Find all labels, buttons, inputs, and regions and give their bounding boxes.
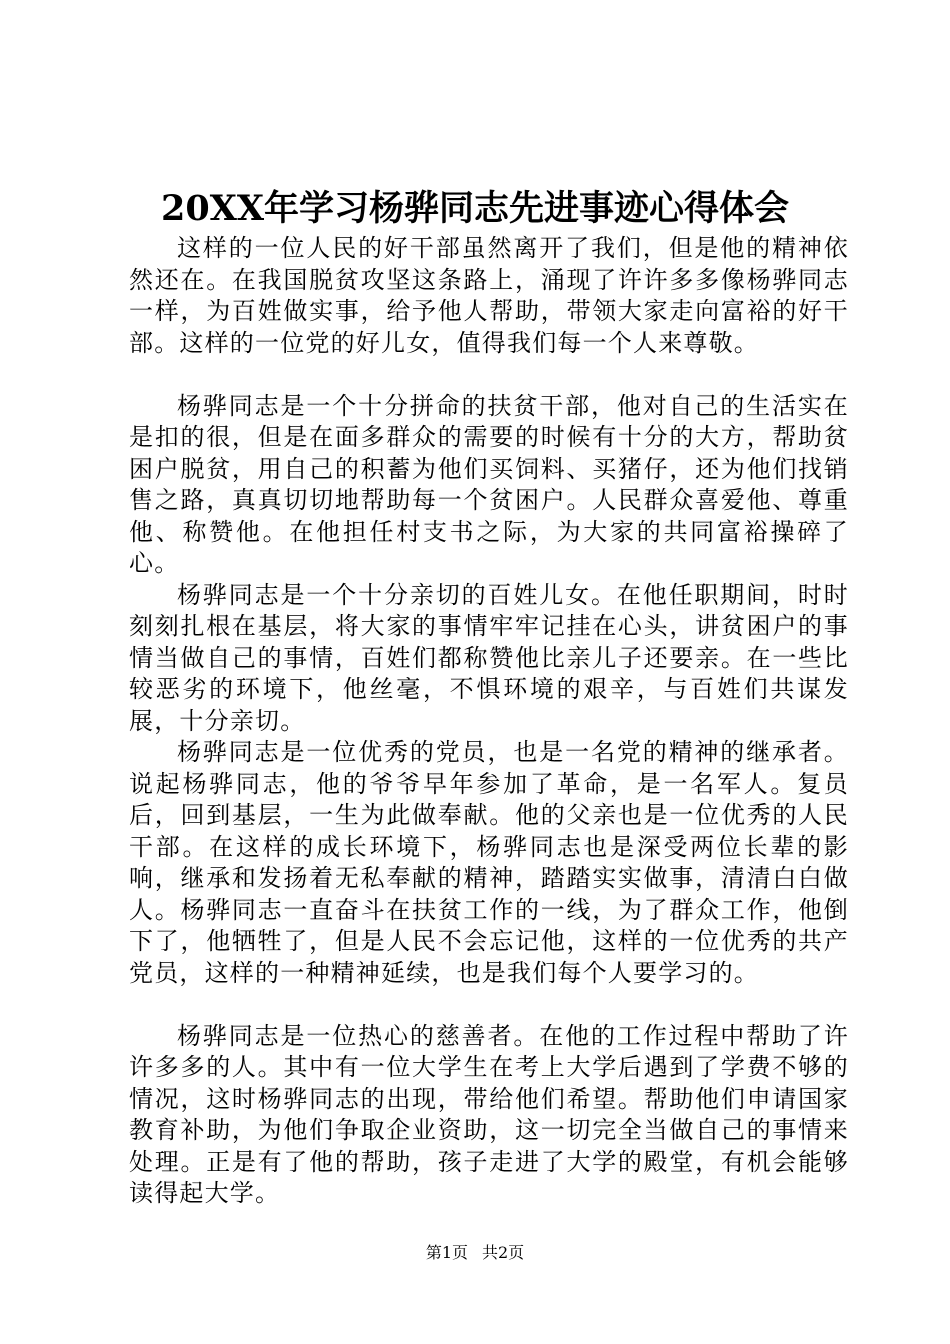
page-footer — [0, 1241, 950, 1265]
document-title: 20XX年学习杨骅同志先进事迹心得体会 — [160, 188, 790, 229]
paragraph-spacer — [129, 359, 849, 391]
paragraph-2: 杨骅同志是一个十分拼命的扶贫干部，他对自己的生活实在是扣的很，但是在面多群众的需要的时候有十分的大方，帮助贫困户脱贫，用自己的积蓄为他们买饲料、买猪仔，还为他们找销售之路，真真切切地帮助每一个贫困户。人民群众喜爱他、尊重他、称赞他。在他担任村支书之际，为大家的共同富裕操碎了心。 — [129, 391, 849, 577]
paragraph-5: 杨骅同志是一位热心的慈善者。在他的工作过程中帮助了许许多多的人。其中有一位大学生在考上大学后遇到了学费不够的情况，这时杨骅同志的出现，带给他们希望。帮助他们申请国家教育补助，为他们争取企业资助，这一切完全当做自己的事情来处理。正是有了他的帮助，孩子走进了大学的殿堂，有机会能够读得起大学。 — [129, 1021, 849, 1207]
page-number-current: 第1页 — [425, 1243, 468, 1262]
paragraph-4: 杨骅同志是一位优秀的党员，也是一名党的精神的继承者。说起杨骅同志，他的爷爷早年参加了革命，是一名军人。复员后，回到基层，一生为此做奉献。他的父亲也是一位优秀的人民干部。在这样的成长环境下，杨骅同志也是深受两位长辈的影响，继承和发扬着无私奉献的精神，踏踏实实做事，清清白白做人。杨骅同志一直奋斗在扶贫工作的一线，为了群众工作，他倒下了，他牺牲了，但是人民不会忘记他，这样的一位优秀的共产党员，这样的一种精神延续，也是我们每个人要学习的。 — [129, 738, 849, 987]
paragraph-1: 这样的一位人民的好干部虽然离开了我们，但是他的精神依然还在。在我国脱贫攻坚这条路上，涌现了许许多多像杨骅同志一样，为百姓做实事，给予他人帮助，带领大家走向富裕的好干部。这样的一位党的好儿女，值得我们每一个人来尊敬。 — [129, 234, 849, 357]
paragraph-3: 杨骅同志是一个十分亲切的百姓儿女。在他任职期间，时时刻刻扎根在基层，将大家的事情牢牢记挂在心头，讲贫困户的事情当做自己的事情，百姓们都称赞他比亲儿子还要亲。在一些比较恶劣的环境下，他丝毫，不惧环境的艰辛，与百姓们共谋发展，十分亲切。 — [129, 580, 849, 735]
document-body — [129, 233, 849, 1210]
paragraph-spacer — [129, 989, 849, 1021]
page-number-total: 共2页 — [482, 1243, 525, 1262]
